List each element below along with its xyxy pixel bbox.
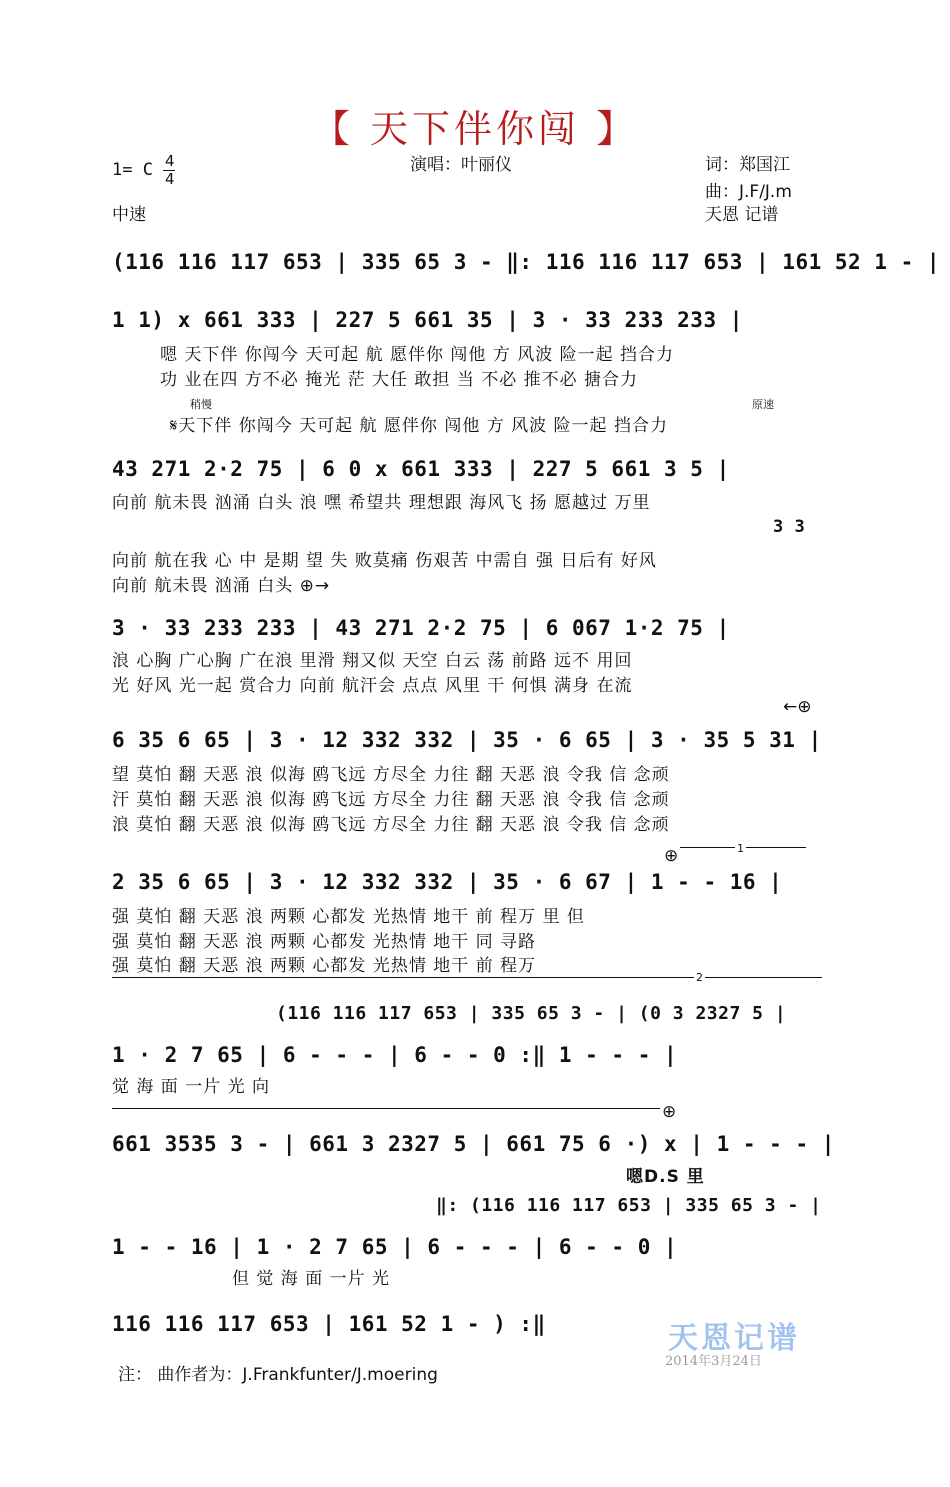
coda-back-marker: ←⊕: [783, 697, 812, 717]
lyric-line: 强 莫怕 翻 天恶 浪 两颗 心都发 光热情 地干 前 程万 里 但: [112, 907, 585, 927]
staff-row: (116 116 117 653 | 335 65 3 - ‖: 116 116 117 653 | 161 52 1 - |: [112, 250, 941, 274]
key-signature: 1= C: [112, 160, 153, 180]
staff-row: 1 · 2 7 65 | 6 - - - | 6 - - 0 :‖ 1 - - - |: [112, 1043, 678, 1067]
coda-divider: [112, 1108, 660, 1109]
staff-row: 661 3535 3 - | 661 3 2327 5 | 661 75 6 ·) x | 1 - - - |: [112, 1132, 835, 1156]
lyric-line: 强 莫怕 翻 天恶 浪 两颗 心都发 光热情 地干 同 寻路: [112, 932, 537, 952]
staff-row: 116 116 117 653 | 161 52 1 - ) :‖: [112, 1312, 546, 1336]
singer: 演唱：叶丽仪: [410, 155, 512, 175]
coda-sign: ⊕: [664, 846, 679, 866]
lyric-line: 功 业在四 方不必 掩光 茫 大任 敢担 当 不必 推不必 搪合力: [160, 370, 639, 390]
lyric-line: 但 觉 海 面 一片 光: [232, 1269, 391, 1289]
staff-row: 3 · 33 233 233 | 43 271 2·2 75 | 6 067 1·2 75 |: [112, 616, 730, 640]
volta-2-label: 2: [696, 971, 703, 984]
staff-row: 3 3: [773, 517, 806, 537]
watermark-date: 2014年3月24日: [665, 1354, 762, 1369]
staff-row: 43 271 2·2 75 | 6 0 x 661 333 | 227 5 661 3 5 |: [112, 457, 730, 481]
watermark-logo: 天恩记谱: [668, 1321, 800, 1356]
page-title: 【 天下伴你闯 】: [311, 107, 639, 151]
footnote: 注： 曲作者为：J.Frankfunter/J.moering: [118, 1365, 438, 1385]
lyric-line: 望 莫怕 翻 天恶 浪 似海 鸥飞远 方尽全 力往 翻 天恶 浪 令我 信 念顽: [112, 765, 670, 785]
annotation-slower: 稍慢: [190, 398, 212, 411]
composer: 曲：J.F/J.m: [705, 182, 792, 202]
lyric-line: 嗯D.S 里: [626, 1167, 705, 1187]
lyric-line: 向前 航未畏 汹涌 白头 ⊕→: [112, 576, 331, 596]
lyric-line: 向前 航未畏 汹涌 白头 浪 嘿 希望共 理想跟 海风飞 扬 愿越过 万里: [112, 493, 651, 513]
annotation-original-tempo: 原速: [752, 398, 774, 411]
lyric-line: 汗 莫怕 翻 天恶 浪 似海 鸥飞远 方尽全 力往 翻 天恶 浪 令我 信 念顽: [112, 790, 670, 810]
lyric-line: 光 好风 光一起 赏合力 向前 航汗会 点点 风里 干 何惧 满身 在流: [112, 676, 633, 696]
staff-row: ‖: (116 116 117 653 | 335 65 3 - |: [436, 1195, 822, 1216]
lyric-line: 嗯 天下伴 你闯今 天可起 航 愿伴你 闯他 方 风波 险一起 挡合力: [160, 345, 675, 365]
lyric-line: 强 莫怕 翻 天恶 浪 两颗 心都发 光热情 地干 前 程万: [112, 956, 537, 976]
coda-sign: ⊕: [662, 1102, 677, 1122]
tempo: 中速: [112, 205, 146, 225]
time-signature-top: 4: [165, 152, 175, 170]
time-signature-bottom: 4: [165, 170, 175, 188]
lyric-line: 向前 航在我 心 中 是期 望 失 败莫痛 伤艰苦 中需自 强 日后有 好风: [112, 551, 657, 571]
staff-row: 1 1) x 661 333 | 227 5 661 35 | 3 · 33 233 233 |: [112, 308, 743, 332]
lyric-line: 𝄋天下伴 你闯今 天可起 航 愿伴你 闯他 方 风波 险一起 挡合力: [170, 416, 668, 436]
arranger: 天恩 记谱: [705, 205, 779, 225]
volta-2-bracket: [112, 977, 822, 978]
volta-1-label: 1: [737, 842, 744, 855]
lyric-line: 浪 莫怕 翻 天恶 浪 似海 鸥飞远 方尽全 力往 翻 天恶 浪 令我 信 念顽: [112, 815, 670, 835]
staff-row: (116 116 117 653 | 335 65 3 - | (0 3 2327 5 |: [276, 1003, 787, 1024]
staff-row: 2 35 6 65 | 3 · 12 332 332 | 35 · 6 67 | 1 - - 16 |: [112, 870, 783, 894]
staff-row: 1 - - 16 | 1 · 2 7 65 | 6 - - - | 6 - - 0 |: [112, 1235, 678, 1259]
lyricist: 词：郑国江: [705, 155, 790, 175]
lyric-line: 浪 心胸 广心胸 广在浪 里滑 翔又似 天空 白云 荡 前路 远不 用回: [112, 651, 633, 671]
staff-row: 6 35 6 65 | 3 · 12 332 332 | 35 · 6 65 | 3 · 35 5 31 |: [112, 728, 822, 752]
lyric-line: 觉 海 面 一片 光 向: [112, 1077, 271, 1097]
